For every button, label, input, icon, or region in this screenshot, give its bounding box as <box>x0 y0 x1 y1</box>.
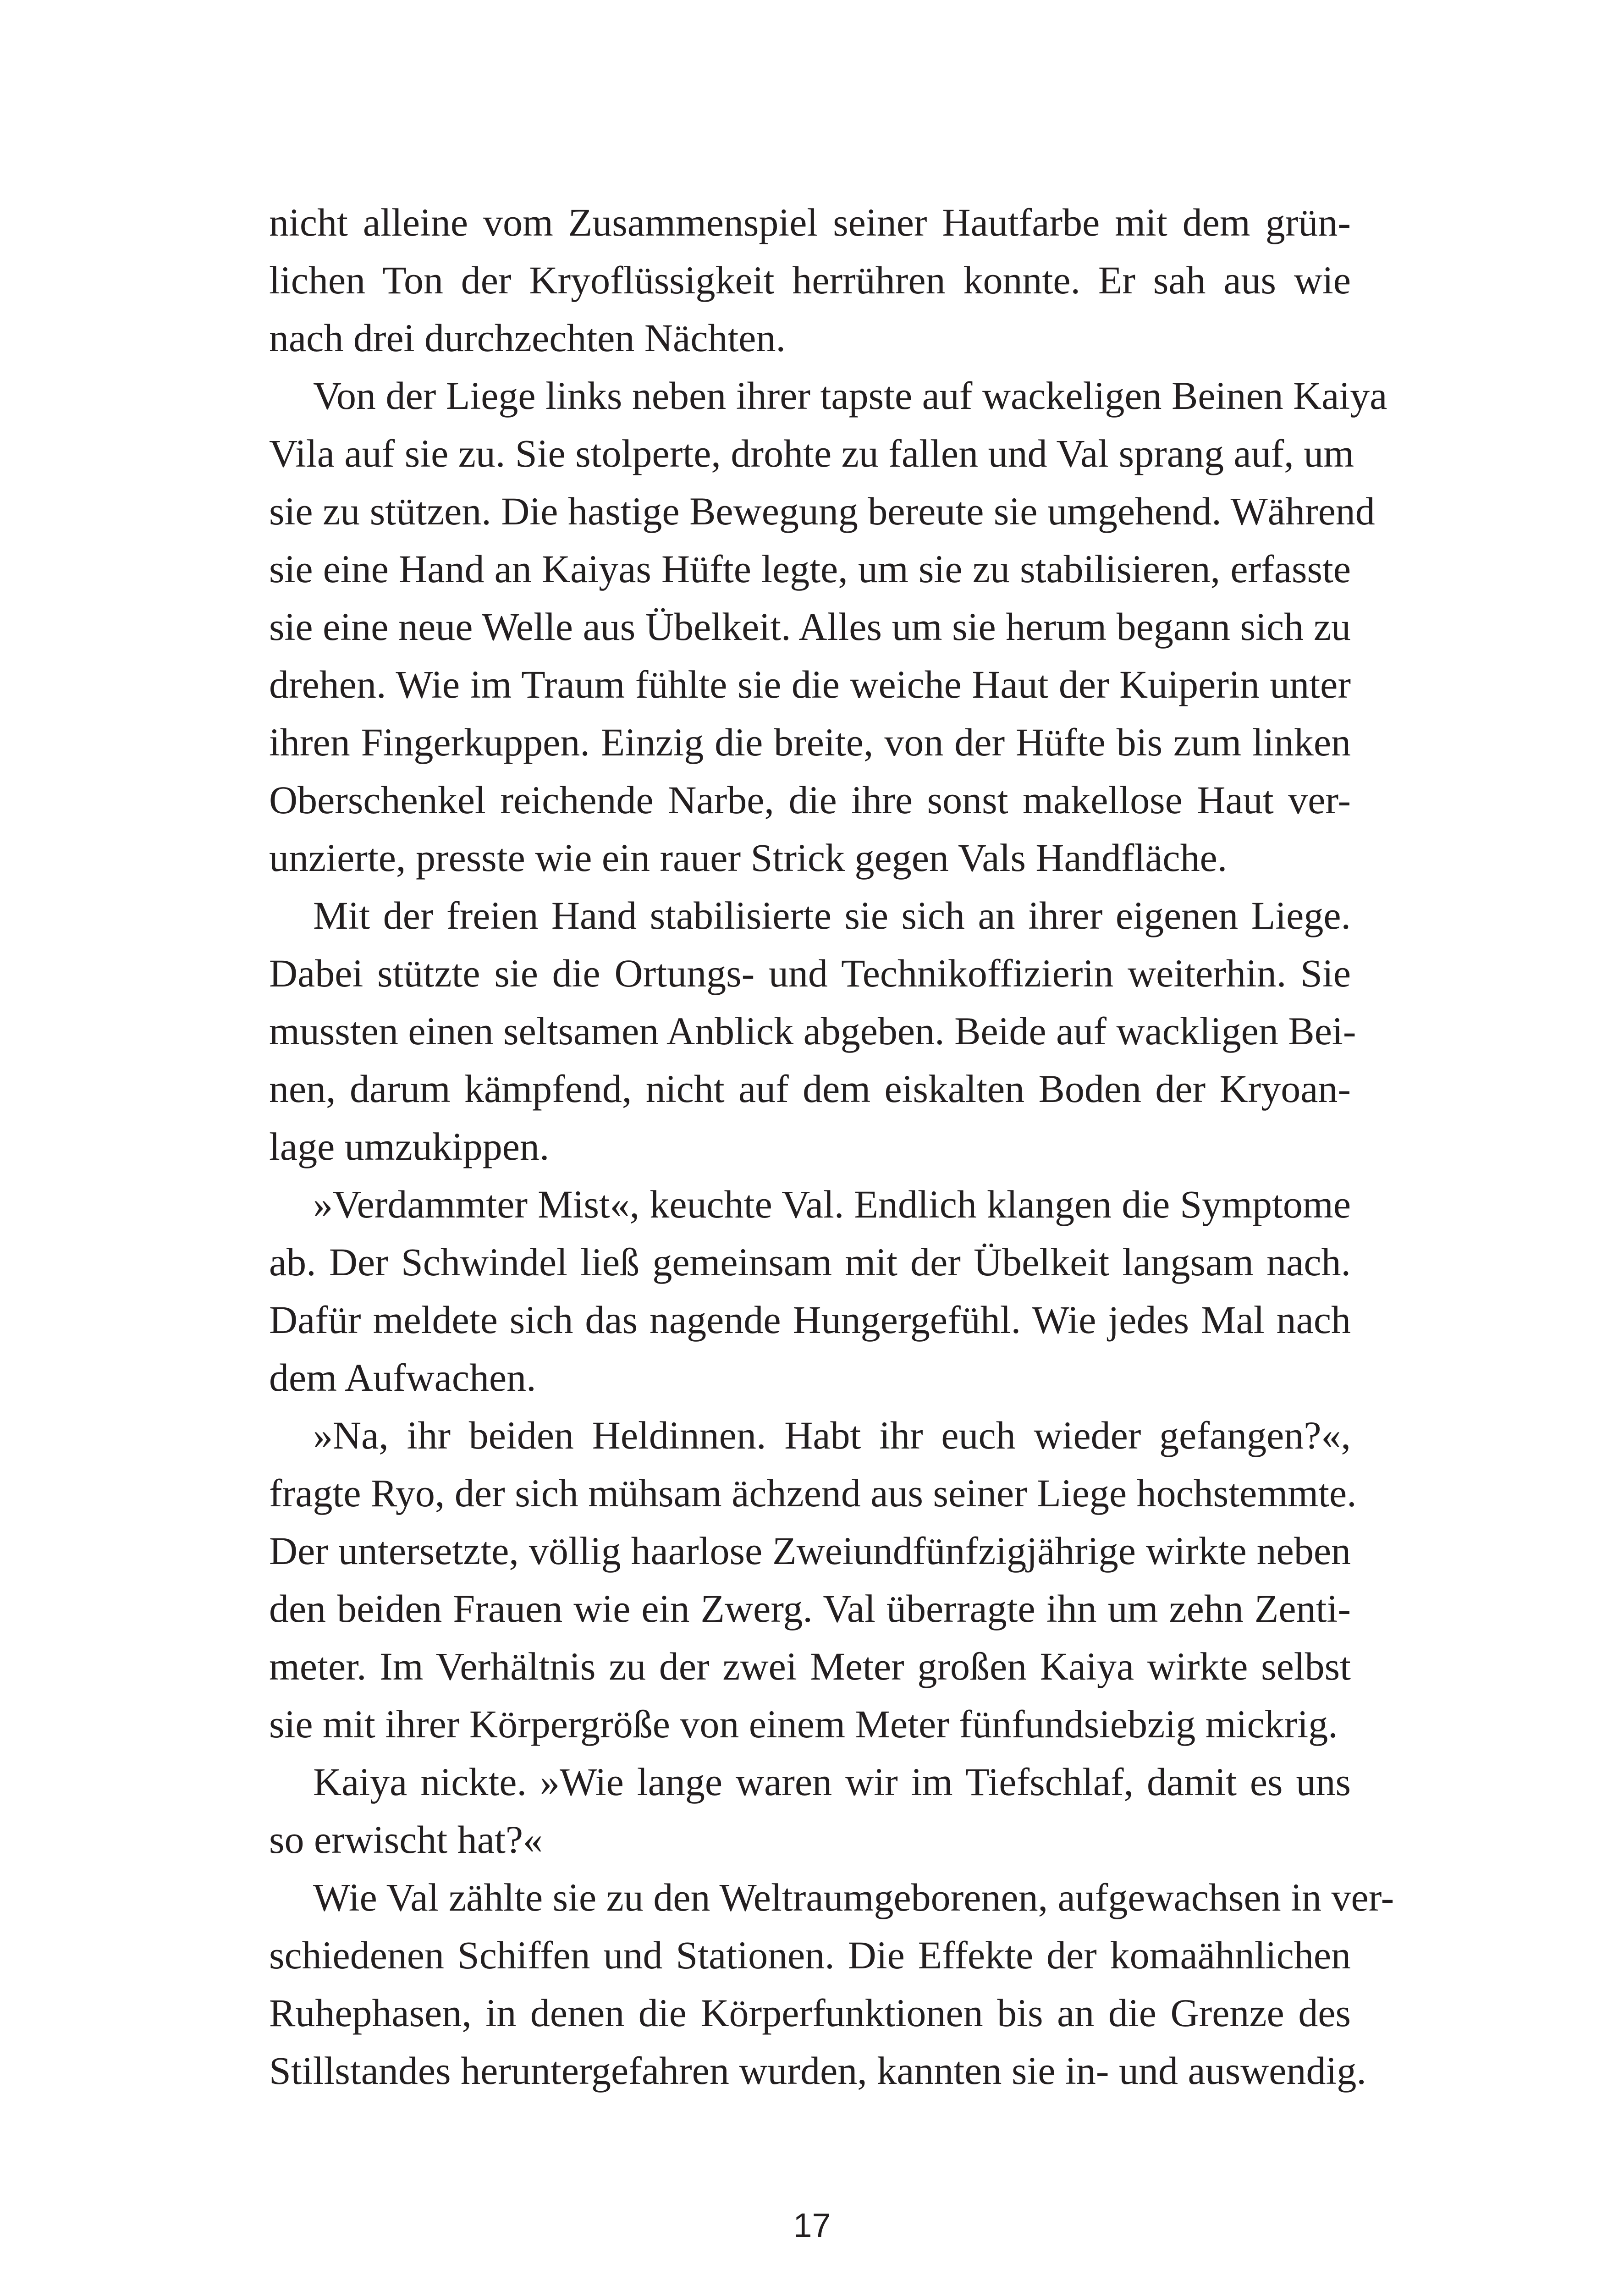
text-line: sie eine neue Welle aus Übelkeit. Alles um sie herum begann sich zu <box>269 605 1351 649</box>
text-line: nicht alleine vom Zusammenspiel seiner Hautfarbe mit dem grün- <box>269 200 1351 244</box>
text-line: sie zu stützen. Die hastige Bewegung bereute sie umgehend. Während <box>269 489 1375 533</box>
text-line: lichen Ton der Kryoflüssigkeit herrühren konnte. Er sah aus wie <box>269 258 1351 302</box>
text-line: ab. Der Schwindel ließ gemeinsam mit der Übelkeit langsam nach. <box>269 1240 1351 1284</box>
text-line: nen, darum kämpfend, nicht auf dem eiskalten Boden der Kryoan- <box>269 1067 1351 1111</box>
text-line: Ruhephasen, in denen die Körperfunktionen bis an die Grenze des <box>269 1991 1351 2035</box>
text-line: Vila auf sie zu. Sie stolperte, drohte zu fallen und Val sprang auf, um <box>269 431 1354 475</box>
text-line: Stillstandes heruntergefahren wurden, kannten sie in- und auswendig. <box>269 2049 1366 2093</box>
text-line: mussten einen seltsamen Anblick abgeben. Beide auf wackligen Bei- <box>269 1009 1356 1053</box>
text-line: Mit der freien Hand stabilisierte sie sich an ihrer eigenen Liege. <box>313 893 1351 937</box>
text-line: Dafür meldete sich das nagende Hungergefühl. Wie jedes Mal nach <box>269 1298 1351 1342</box>
text-line: Kaiya nickte. »Wie lange waren wir im Tiefschlaf, damit es uns <box>313 1760 1351 1804</box>
page-number: 17 <box>793 2206 831 2244</box>
text-line: lage umzukippen. <box>269 1124 550 1168</box>
text-line: nach drei durchzechten Nächten. <box>269 316 786 360</box>
text-line: ihren Fingerkuppen. Einzig die breite, von der Hüfte bis zum linken <box>269 720 1351 764</box>
text-line: drehen. Wie im Traum fühlte sie die weiche Haut der Kuiperin unter <box>269 662 1351 706</box>
text-line: sie mit ihrer Körpergröße von einem Meter fünfundsiebzig mickrig. <box>269 1702 1338 1746</box>
text-line: fragte Ryo, der sich mühsam ächzend aus seiner Liege hochstemmte. <box>269 1471 1357 1515</box>
text-line: Wie Val zählte sie zu den Weltraumgeborenen, aufgewachsen in ver- <box>313 1875 1394 1919</box>
text-line: meter. Im Verhältnis zu der zwei Meter großen Kaiya wirkte selbst <box>269 1644 1351 1688</box>
text-line: Von der Liege links neben ihrer tapste auf wackeligen Beinen Kaiya <box>313 374 1387 418</box>
text-line: unzierte, presste wie ein rauer Strick gegen Vals Handfläche. <box>269 836 1228 880</box>
text-line: sie eine Hand an Kaiyas Hüfte legte, um sie zu stabilisieren, erfasste <box>269 547 1351 591</box>
text-line: so erwischt hat?« <box>269 1818 543 1862</box>
text-line: »Verdammter Mist«, keuchte Val. Endlich klangen die Symptome <box>313 1182 1351 1226</box>
text-line: »Na, ihr beiden Heldinnen. Habt ihr euch wieder gefangen?«, <box>313 1413 1351 1457</box>
text-line: dem Aufwachen. <box>269 1355 536 1399</box>
text-line: den beiden Frauen wie ein Zwerg. Val überragte ihn um zehn Zenti- <box>269 1587 1351 1631</box>
text-line: Oberschenkel reichende Narbe, die ihre sonst makellose Haut ver- <box>269 778 1351 822</box>
text-line: Dabei stützte sie die Ortungs- und Technikoffizierin weiterhin. Sie <box>269 951 1351 995</box>
text-line: schiedenen Schiffen und Stationen. Die Effekte der komaähnlichen <box>269 1933 1351 1977</box>
text-line: Der untersetzte, völlig haarlose Zweiundfünfzigjährige wirkte neben <box>269 1529 1351 1573</box>
